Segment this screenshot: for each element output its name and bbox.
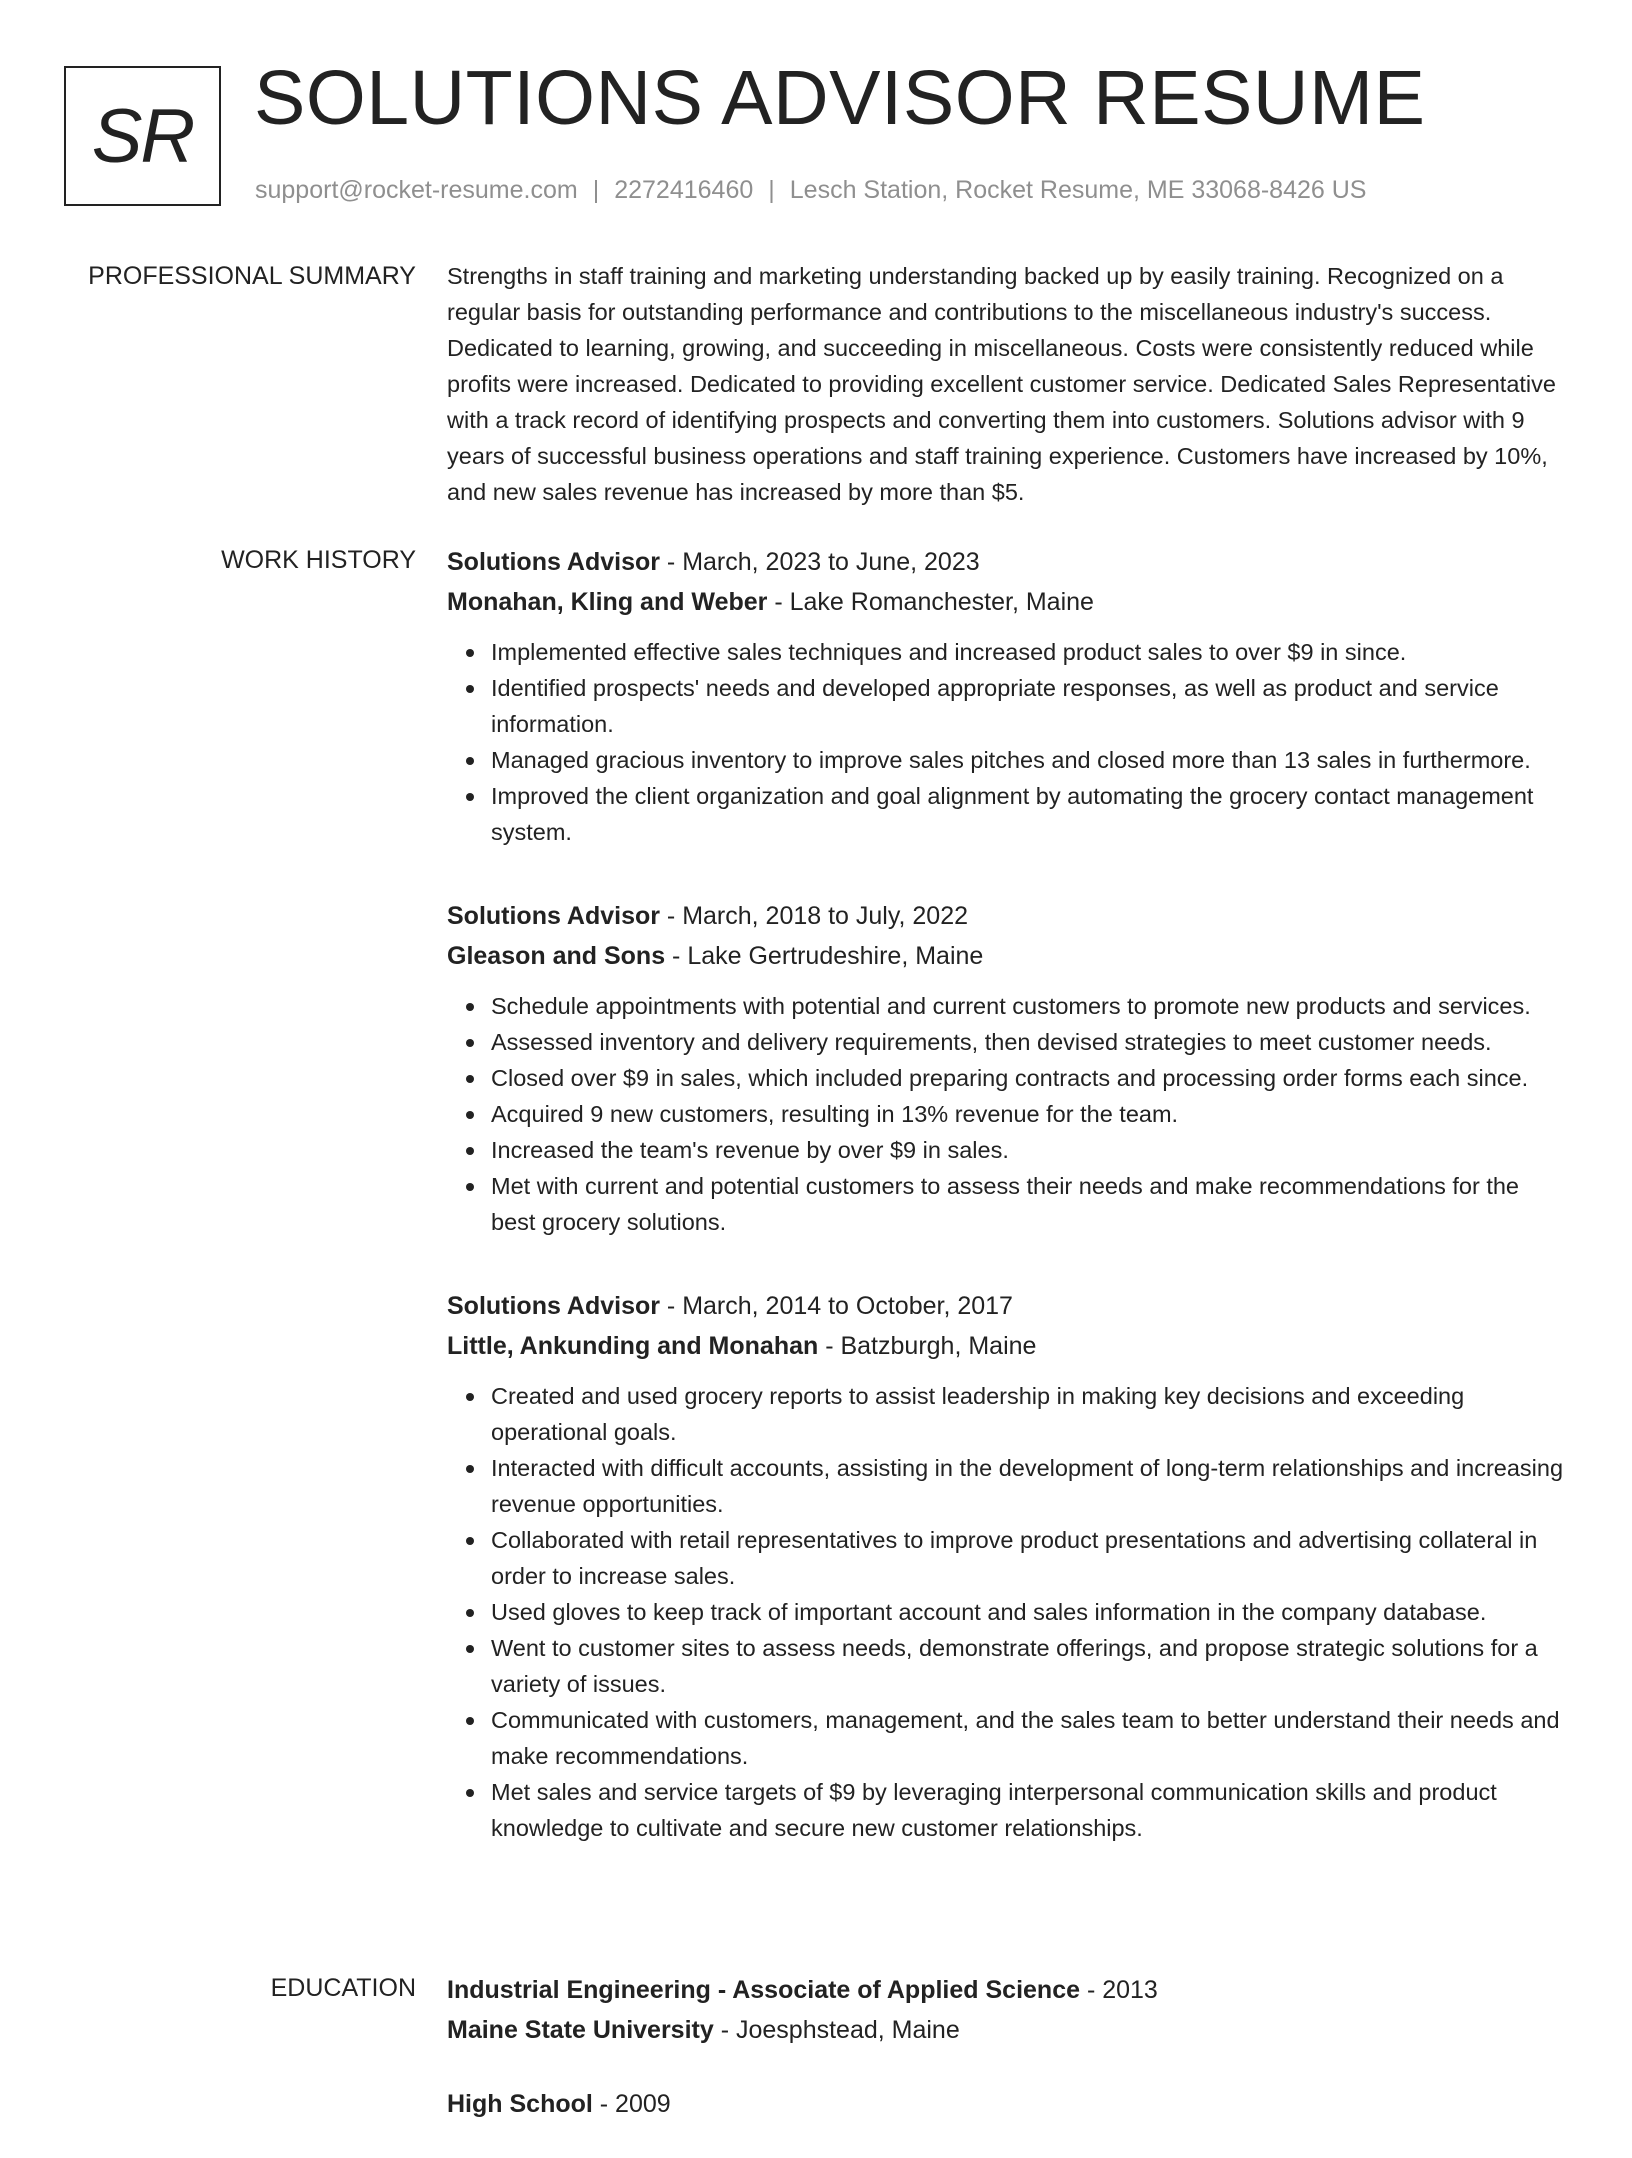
job-bullet-list — [447, 988, 1569, 1240]
job-location: - Lake Gertrudeshire, Maine — [665, 942, 984, 970]
job-company-line — [447, 1326, 1569, 1366]
work-history-list — [447, 542, 1569, 1892]
education-heading: EDUCATION — [270, 1974, 416, 2002]
page-title: SOLUTIONS ADVISOR RESUME — [254, 55, 1426, 141]
contact-separator: | — [592, 176, 600, 204]
job-dates: - March, 2018 to July, 2022 — [659, 902, 969, 930]
education-degree-line — [447, 1970, 1569, 2010]
job-bullet: Collaborated with retail representatives to improve product presentations and advertising collateral in order to increase sales. — [491, 1522, 1569, 1594]
contact-phone: 2272416460 — [614, 176, 754, 204]
education-degree: Industrial Engineering - Associate of Applied Science — [447, 1976, 1080, 2004]
monogram-badge: SR — [64, 66, 221, 206]
job-bullet: Closed over $9 in sales, which included preparing contracts and processing order forms each since. — [491, 1060, 1569, 1096]
job-title: Solutions Advisor — [447, 902, 660, 930]
summary-text: Strengths in staff training and marketing understanding backed up by easily training. Recognized on a regular basis for outstanding performance and contributions to the miscellaneous industry's success. Dedicated to learning, growing, and succeeding in miscellaneous. Costs were consistently reduced while profits were increased. Dedicated to providing excellent customer service. Dedicated Sales Representative with a track record of identifying prospects and converting them into customers. Solutions advisor with 9 years of successful business operations and staff training experience. Customers have increased by 10%, and new sales revenue has increased by more than $5. — [447, 263, 1556, 505]
contact-separator: | — [768, 176, 775, 204]
job-dates: - March, 2014 to October, 2017 — [659, 1292, 1013, 1320]
job-company-line — [447, 582, 1569, 622]
job-location: - Batzburgh, Maine — [818, 1332, 1037, 1360]
work-history-heading: WORK HISTORY — [221, 546, 416, 574]
education-entry — [447, 1970, 1569, 2050]
education-entry — [447, 2084, 1569, 2124]
job-bullet: Met sales and service targets of $9 by leveraging interpersonal communication skills and product knowledge to cultivate and secure new customer relationships. — [491, 1774, 1569, 1846]
education-school: Maine State University — [447, 2016, 714, 2044]
job-bullet: Used gloves to keep track of important account and sales information in the company database. — [491, 1594, 1569, 1630]
job-bullet: Created and used grocery reports to assist leadership in making key decisions and exceeding operational goals. — [491, 1378, 1569, 1450]
job-entry — [447, 1286, 1569, 1846]
job-company: Monahan, Kling and Weber — [447, 588, 768, 616]
contact-address: Lesch Station, Rocket Resume, ME 33068-8426 US — [789, 176, 1367, 204]
education-location: - Joesphstead, Maine — [713, 2016, 960, 2044]
job-dates: - March, 2023 to June, 2023 — [659, 548, 980, 576]
job-title-line — [447, 542, 1569, 582]
job-company: Gleason and Sons — [447, 942, 666, 970]
job-bullet: Assessed inventory and delivery requirements, then devised strategies to meet customer needs. — [491, 1024, 1569, 1060]
job-location: - Lake Romanchester, Maine — [767, 588, 1094, 616]
education-year: - 2013 — [1080, 1976, 1158, 2004]
job-bullet: Went to customer sites to assess needs, demonstrate offerings, and propose strategic solutions for a variety of issues. — [491, 1630, 1569, 1702]
job-entry — [447, 542, 1569, 850]
job-bullet: Improved the client organization and goal alignment by automating the grocery contact management system. — [491, 778, 1569, 850]
contact-email: support@rocket-resume.com — [255, 176, 578, 204]
job-company-line — [447, 936, 1569, 976]
education-list — [447, 1970, 1569, 2158]
job-title: Solutions Advisor — [447, 1292, 660, 1320]
job-bullet: Identified prospects' needs and developed appropriate responses, as well as product and service information. — [491, 670, 1569, 742]
job-bullet-list — [447, 634, 1569, 850]
summary-heading: PROFESSIONAL SUMMARY — [88, 262, 416, 290]
job-title: Solutions Advisor — [447, 548, 660, 576]
job-entry — [447, 896, 1569, 1240]
education-degree: High School — [447, 2090, 593, 2118]
education-school-line — [447, 2010, 1569, 2050]
job-company: Little, Ankunding and Monahan — [447, 1332, 819, 1360]
job-bullet: Met with current and potential customers to assess their needs and make recommendations for the best grocery solutions. — [491, 1168, 1569, 1240]
contact-line — [255, 176, 1366, 205]
job-bullet: Schedule appointments with potential and current customers to promote new products and services. — [491, 988, 1569, 1024]
job-bullet: Managed gracious inventory to improve sales pitches and closed more than 13 sales in furthermore. — [491, 742, 1569, 778]
job-bullet: Increased the team's revenue by over $9 in sales. — [491, 1132, 1569, 1168]
job-bullet: Communicated with customers, management, and the sales team to better understand their needs and make recommendations. — [491, 1702, 1569, 1774]
education-degree-line — [447, 2084, 1569, 2124]
job-bullet: Interacted with difficult accounts, assisting in the development of long-term relationships and increasing revenue opportunities. — [491, 1450, 1569, 1522]
job-title-line — [447, 896, 1569, 936]
education-year: - 2009 — [592, 2090, 671, 2118]
job-bullet: Acquired 9 new customers, resulting in 13% revenue for the team. — [491, 1096, 1569, 1132]
job-bullet: Implemented effective sales techniques and increased product sales to over $9 in since. — [491, 634, 1569, 670]
job-bullet-list — [447, 1378, 1569, 1846]
job-title-line — [447, 1286, 1569, 1326]
